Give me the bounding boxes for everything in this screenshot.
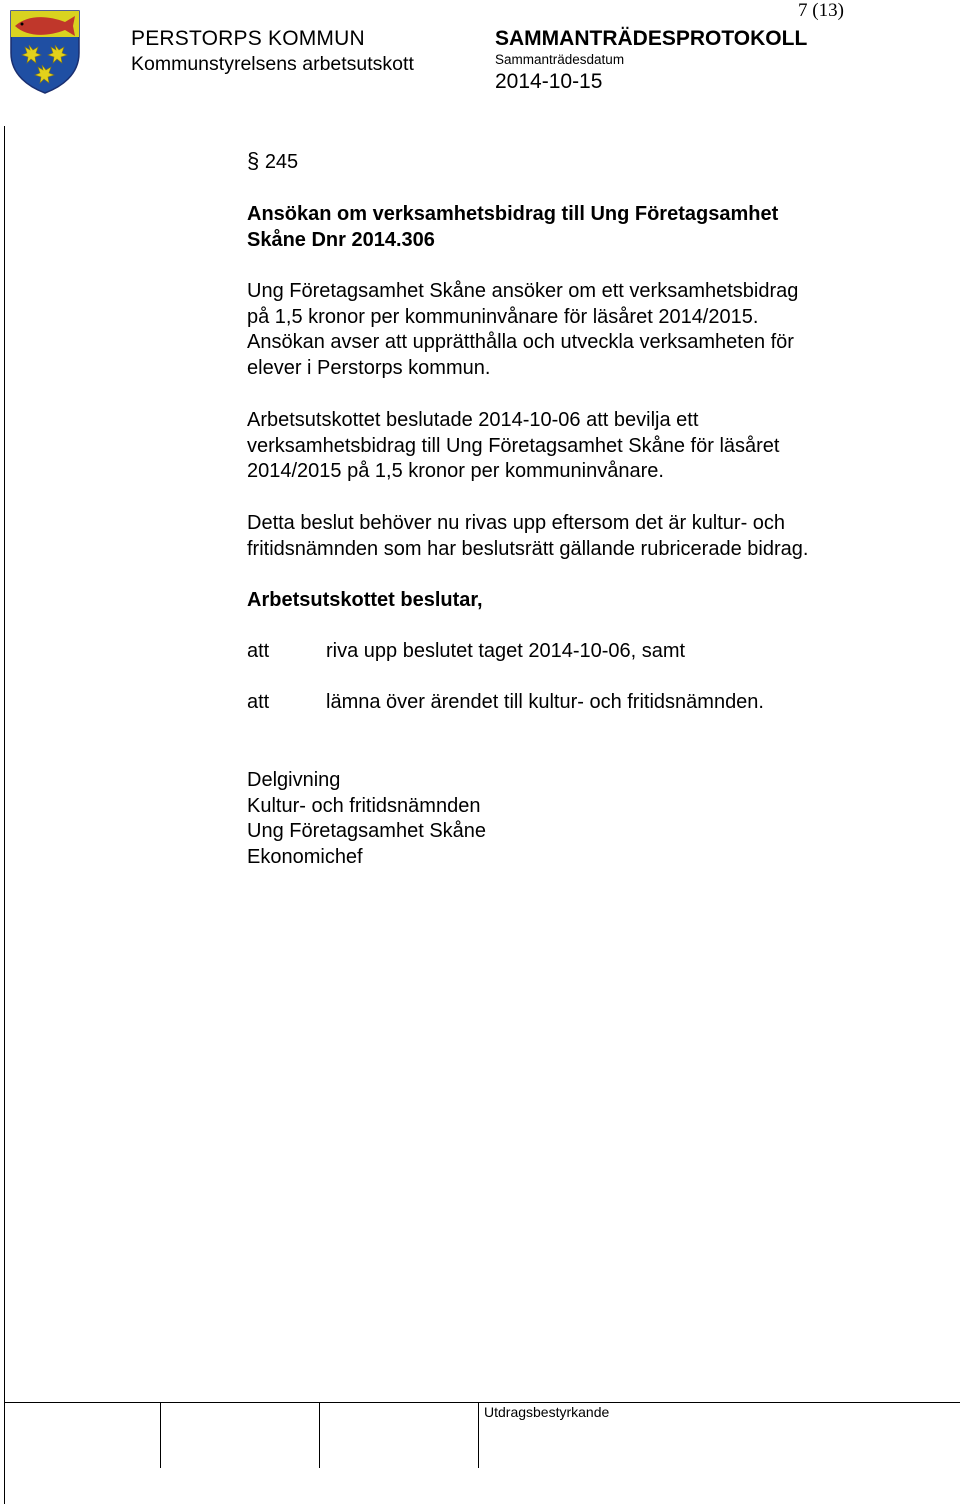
date-value: 2014-10-15	[495, 70, 603, 93]
coat-of-arms-icon	[9, 9, 81, 95]
paragraph-line: på 1,5 kronor per kommuninvånare för läsåret 2014/2015.	[247, 305, 759, 328]
paragraph-line: verksamhetsbidrag till Ung Företagsamhet Skåne för läsåret	[247, 434, 780, 457]
distribution-recipient: Ekonomichef	[247, 846, 363, 869]
paragraph-line: elever i Perstorps kommun.	[247, 357, 491, 380]
distribution-recipient: Kultur- och fritidsnämnden	[247, 794, 481, 817]
section-number-value: 245	[264, 151, 299, 173]
paragraph-line: Ansökan avser att upprätthålla och utveckla verksamheten för	[247, 331, 794, 354]
section-symbol: §	[247, 148, 260, 173]
decision-label: att	[247, 691, 270, 713]
date-label: Sammanträdesdatum	[495, 52, 625, 67]
doc-type: SAMMANTRÄDESPROTOKOLL	[495, 27, 808, 50]
paragraph-line: Arbetsutskottet beslutade 2014-10-06 att bevilja ett	[247, 409, 699, 431]
left-margin-rule	[4, 126, 5, 1504]
paragraph-line: Ung Företagsamhet Skåne ansöker om ett verksamhetsbidrag	[247, 280, 799, 302]
section-title-line: Ansökan om verksamhetsbidrag till Ung Företagsamhet	[247, 203, 779, 225]
footer-divider	[319, 1402, 320, 1468]
distribution-heading: Delgivning	[247, 769, 341, 791]
section-title	[247, 202, 778, 253]
committee-name: Kommunstyrelsens arbetsutskott	[131, 53, 414, 75]
decision-text: riva upp beslutet taget 2014-10-06, samt	[326, 640, 686, 662]
paragraph-line: fritidsnämnden som har beslutsrätt gällande rubricerade bidrag.	[247, 537, 809, 560]
paragraph-line: 2014/2015 på 1,5 kronor per kommuninvånare.	[247, 460, 664, 483]
decision-label: att	[247, 640, 270, 662]
decision-heading: Arbetsutskottet beslutar,	[247, 589, 483, 611]
footer-divider	[478, 1402, 479, 1468]
paragraph	[247, 511, 808, 562]
footer-rule	[5, 1402, 960, 1403]
footer-divider	[160, 1402, 161, 1468]
decision-text: lämna över ärendet till kultur- och fritidsnämnden.	[326, 691, 764, 713]
footer-label: Utdragsbestyrkande	[484, 1404, 610, 1420]
distribution-list	[247, 768, 486, 871]
paragraph	[247, 408, 779, 485]
paragraph-line: Detta beslut behöver nu rivas upp eftersom det är kultur- och	[247, 512, 786, 534]
org-name: PERSTORPS KOMMUN	[131, 27, 365, 50]
section-number	[247, 148, 298, 174]
paragraph	[247, 279, 798, 382]
distribution-recipient: Ung Företagsamhet Skåne	[247, 820, 487, 843]
page-number: 7 (13)	[798, 0, 844, 21]
section-title-line: Skåne Dnr 2014.306	[247, 228, 435, 251]
